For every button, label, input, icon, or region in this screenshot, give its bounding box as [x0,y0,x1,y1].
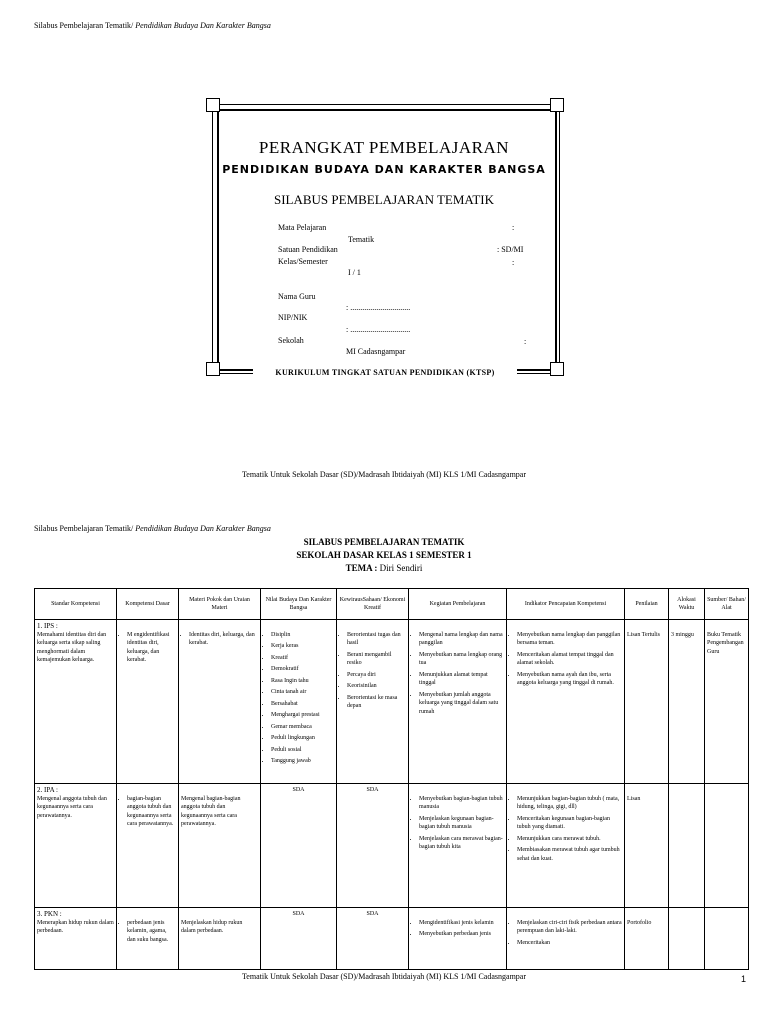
list-item: • Menunjukkan cara merawat tubuh. [517,835,622,844]
sekolah-label: Sekolah [278,336,304,345]
syllabus-title: SILABUS PEMBELAJARAN TEMATIK [303,537,465,547]
table-row [35,784,749,908]
theme-label: TEMA : [345,563,380,573]
col-header: Nilai Budaya Dan Karakter Bangsa [261,589,337,620]
list-item: • Menyebutkan perbedaan jenis [419,930,504,939]
list-item: • Mengidentifikasi jenis kelamin [419,919,504,928]
list-item: • Membiasakan merawat tubuh agar tumbuh sehat dan kuat. [517,846,622,863]
running-header [34,524,271,533]
alokasi-cell [669,784,705,908]
list-item: • Disiplin [271,631,334,640]
materi-text: • Identitas diri, keluarga, dan kerabat. [189,631,258,648]
sk-text: Memahami identitas diri dan keluarga serta sikap saling menghormati dalam kemajemukan keluarga. [37,631,107,663]
satuan-value: : SD/MI [497,245,524,254]
kd-cell [117,784,179,908]
sumber-cell [705,908,749,970]
list-item: • Kreatif [271,654,334,663]
sumber-cell [705,784,749,908]
sekolah-value: MI Cadasngampar [346,347,406,356]
alokasi-cell [669,908,705,970]
mapel-colon: : [512,223,515,232]
frame-corner [550,98,564,112]
col-header: Indikator Pencapaian Kompetensi [507,589,625,620]
table-header-row [35,589,749,620]
kewira-cell [337,908,409,970]
penilaian-text: Lisan [627,795,641,802]
col-header: Sumber/ Bahan/ Alat [705,589,749,620]
col-header: Kegiatan Pembelajaran [409,589,507,620]
sumber-text: Buku Tematik Pengembangan Guru [707,631,744,655]
kd-text: • M engidentifikasi identitas diri, keluarga, dan kerabat. [127,631,176,665]
sk-cell [35,784,117,908]
list-item: • Berorientasi ke masa depan [347,694,406,711]
list-item: • Bersahabat [271,700,334,709]
frame-corner [206,362,220,376]
col-header: Materi Pokok dan Uraian Materi [179,589,261,620]
col-header: Alokasi Waktu [669,589,705,620]
list-item: • Menyebutkan bagian-bagian tubuh manusia [419,795,504,812]
kegiatan-cell [409,620,507,784]
table-row [35,908,749,970]
sk-text: Menerapkan hidup rukun dalam perbedaan. [37,919,114,934]
penilaian-text: Lisan Tertulis [627,631,660,638]
list-item: • Menghargai prestasi [271,711,334,720]
syllabus-grade: SEKOLAH DASAR KELAS 1 SEMESTER 1 [296,550,472,560]
header-text: Silabus Pembelajaran Tematik/ [34,524,134,533]
indikator-cell [507,784,625,908]
materi-cell [179,908,261,970]
list-item: • Tanggung jawab [271,757,334,766]
penilaian-cell [625,620,669,784]
nilai-text: SDA [292,911,305,917]
kelas-value: I / 1 [348,268,361,277]
alokasi-text: 3 minggu [671,631,694,638]
running-header [34,21,271,30]
kewira-text: SDA [366,787,379,793]
penilaian-cell [625,908,669,970]
col-header: Penilaian [625,589,669,620]
list-item: • Menyebutkan jumlah anggota keluarga yang tinggal dalam satu rumah [419,691,504,717]
list-item: • Menyebutkan nama lengkap dan panggilan bersama teman. [517,631,622,648]
list-item: • Percaya diri [347,671,406,680]
syllabus-theme [0,563,768,573]
section-label: 3. PKN : [37,910,62,918]
syllabus-table [34,588,749,970]
kewira-cell [337,620,409,784]
list-item: • Menyebutkan nama ayah dan ibu, serta anggota keluarga yang tinggal di rumah. [517,671,622,688]
kd-text: • bagian-bagian anggota tubuh dan kegunaannya serta cara perawatannya. [127,795,176,829]
list-item: • Keorisinilan [347,682,406,691]
list-item: • Menjelaskan cara merawat bagian-bagian tubuh kita [419,835,504,852]
penilaian-text: Portofolio [627,919,652,926]
sk-cell [35,908,117,970]
list-item: • Kerja keras [271,642,334,651]
list-item: • Menjelaskan kegunaan bagian-bagian tubuh manusia [419,815,504,832]
list-item: • Demokratif [271,665,334,674]
kelas-colon: : [512,258,515,267]
cover-syllabus-title: SILABUS PEMBELAJARAN TEMATIK [273,192,495,207]
section-label: 1. IPS : [37,622,58,630]
materi-cell [179,620,261,784]
header-text-italic: Pendidikan Budaya Dan Karakter Bangsa [135,524,271,533]
list-item: • Berorientasi tugas dan hasil [347,631,406,648]
nilai-text: SDA [292,787,305,793]
page-number: 1 [740,974,746,984]
cover-subtitle: PENDIDIKAN BUDAYA DAN KARAKTER BANGSA [222,163,546,176]
section-label: 2. IPA : [37,786,58,794]
nip-value: : .............................. [346,325,411,334]
frame-corner [550,362,564,376]
sk-cell [35,620,117,784]
list-item: • Menunjukkan bagian-bagian tubuh ( mata, hidung, telinga, gigi, dll) [517,795,622,812]
list-item: • Mengenal nama lengkap dan nama panggilan [419,631,504,648]
list-item: • Gemar membaca [271,723,334,732]
guru-label: Nama Guru [278,292,316,301]
ktsp-label: KURIKULUM TINGKAT SATUAN PENDIDIKAN (KTSP) [253,368,517,377]
list-item: • Menceritakan alamat tempat tinggal dan alamat sekolah. [517,651,622,668]
list-item: • Rasa Ingin tahu [271,677,334,686]
frame-corner [206,98,220,112]
list-item: • Cinta tanah air [271,688,334,697]
list-item: • Menunjukkan alamat tempat tinggal [419,671,504,688]
col-header: Kompetensi Dasar [117,589,179,620]
kelas-label: Kelas/Semester [278,257,328,266]
nip-label: NIP/NIK [278,313,308,322]
list-item: • Menyebutkan nama lengkap orang tua [419,651,504,668]
penilaian-cell [625,784,669,908]
sekolah-colon: : [524,337,527,346]
list-item: • Berani mengambil resiko [347,651,406,668]
page-footer: Tematik Untuk Sekolah Dasar (SD)/Madrasah Ibtidaiyah (MI) KLS 1/MI Cadasngampar [241,470,527,479]
kd-cell [117,620,179,784]
cover-title: PERANGKAT PEMBELAJARAN [258,138,510,157]
guru-value: : .............................. [346,303,411,312]
indikator-cell [507,908,625,970]
col-header: Standar Kompetensi [35,589,117,620]
nilai-cell [261,908,337,970]
table-row [35,620,749,784]
kewira-cell [337,784,409,908]
mapel-value: Tematik [348,235,375,244]
list-item: • Menjelaskan ciri-ciri fisik perbedaan antara perempuan dan laki-laki. [517,919,622,936]
kd-cell [117,908,179,970]
satuan-label: Satuan Pendidikan [278,245,338,254]
materi-text: Menjelaskan hidup rukun dalam perbedaan. [181,919,243,934]
list-item: • Peduli lingkungan [271,734,334,743]
kd-text: • perbedaan jenis kelamin, agama, dan suku bangsa. [127,919,176,945]
indikator-cell [507,620,625,784]
list-item: • Menceritakan kegunaan bagian-bagian tubuh yang diamati. [517,815,622,832]
theme-value: Diri Sendiri [379,563,423,573]
alokasi-cell [669,620,705,784]
list-item: • Menceritakan [517,939,622,948]
mapel-label: Mata Pelajaran [278,223,327,232]
kegiatan-cell [409,908,507,970]
header-text-italic: Pendidikan Budaya Dan Karakter Bangsa [135,21,271,30]
col-header: KewirausSahaan/ Ekonomi Kreatif [337,589,409,620]
list-item: • Peduli sosial [271,746,334,755]
nilai-cell [261,784,337,908]
nilai-cell [261,620,337,784]
materi-text: Mengenal bagian-bagian anggota tubuh dan kegunaannya serta cara perawatannya. [181,795,241,827]
materi-cell [179,784,261,908]
kegiatan-cell [409,784,507,908]
sumber-cell [705,620,749,784]
header-text: Silabus Pembelajaran Tematik/ [34,21,134,30]
kewira-text: SDA [366,911,379,917]
page-footer: Tematik Untuk Sekolah Dasar (SD)/Madrasah Ibtidaiyah (MI) KLS 1/MI Cadasngampar [241,972,527,981]
sk-text: Mengenal anggota tubuh dan kegunaannya serta cara perawatannya. [37,795,107,819]
